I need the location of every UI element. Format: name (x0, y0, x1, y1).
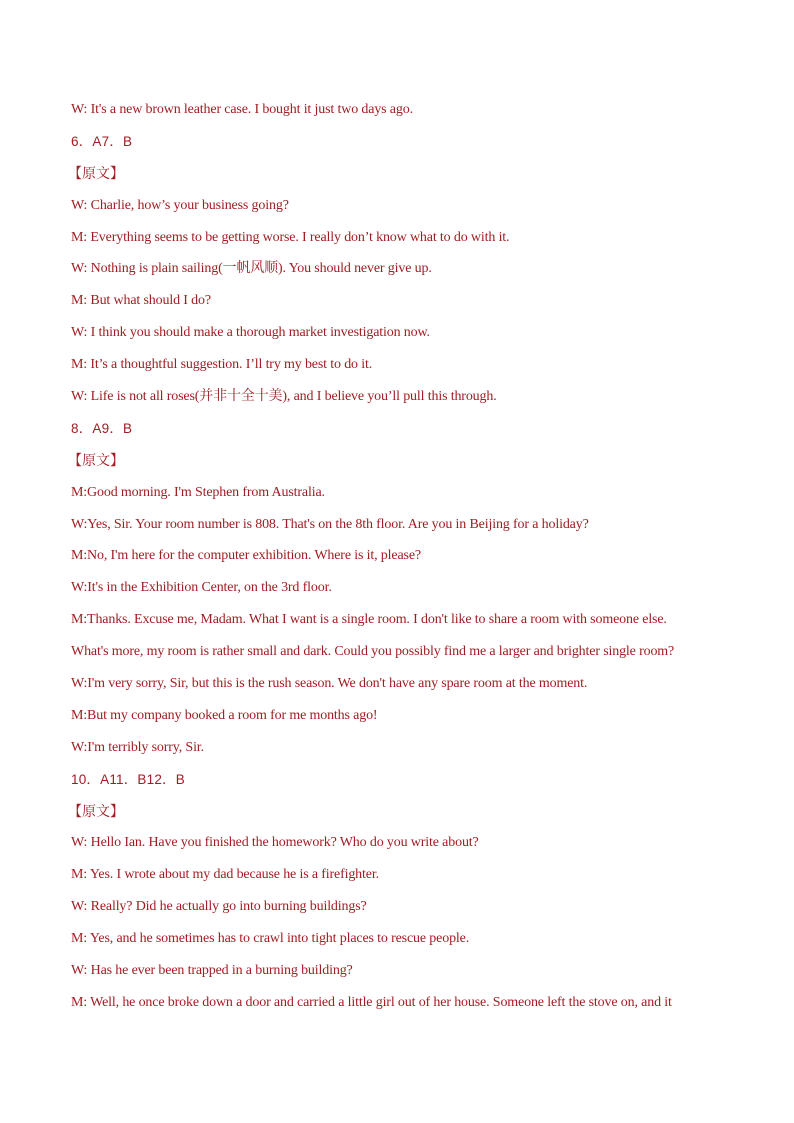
dialogue-line: W:It's in the Exhibition Center, on the 3rd floor. (71, 580, 332, 596)
dialogue-line: M: Yes, and he sometimes has to crawl into tight places to rescue people. (71, 931, 470, 947)
dialogue-line: M:Good morning. I'm Stephen from Australia. (71, 484, 325, 500)
section-heading: 【原文】 (68, 452, 124, 469)
dialogue-line: W:Yes, Sir. Your room number is 808. That's on the 8th floor. Are you in Beijing for a holiday? (71, 516, 589, 532)
dialogue-line: M: Everything seems to be getting worse. I really don’t know what to do with it. (71, 229, 510, 245)
dialogue-line: W: Charlie, how’s your business going? (71, 197, 289, 213)
dialogue-line: M:No, I'm here for the computer exhibition. Where is it, please? (71, 548, 421, 564)
answer-key: 6．A7．B (71, 133, 133, 149)
dialogue-line: W:I'm terribly sorry, Sir. (71, 739, 204, 755)
dialogue-line: M: It’s a thoughtful suggestion. I’ll try my best to do it. (71, 357, 373, 373)
dialogue-line: W: Nothing is plain sailing(一帆风顺). You should never give up. (71, 261, 432, 277)
dialogue-line: M:Thanks. Excuse me, Madam. What I want is a single room. I don't like to share a room with someone else. (71, 612, 667, 628)
dialogue-line: W: Has he ever been trapped in a burning building? (71, 963, 353, 979)
dialogue-line: W:I'm very sorry, Sir, but this is the rush season. We don't have any spare room at the moment. (71, 676, 588, 692)
dialogue-line: What's more, my room is rather small and dark. Could you possibly find me a larger and brighter single room? (71, 644, 675, 660)
dialogue-line: W: It's a new brown leather case. I bought it just two days ago. (71, 102, 413, 117)
dialogue-line: W: Really? Did he actually go into burning buildings? (71, 899, 367, 915)
dialogue-line: M:But my company booked a room for me months ago! (71, 707, 378, 723)
dialogue-line: M: But what should I do? (71, 293, 211, 309)
answer-key: 8．A9．B (71, 420, 133, 436)
dialogue-line: M: Well, he once broke down a door and carried a little girl out of her house. Someone left the stove on, and it (71, 994, 672, 1010)
transcript-lines (68, 98, 711, 1023)
dialogue-line: W: Life is not all roses(并非十全十美), and I believe you’ll pull this through. (71, 389, 497, 405)
section-heading: 【原文】 (68, 165, 124, 182)
section-heading: 【原文】 (68, 803, 124, 820)
answer-key: 10．A11．B12．B (71, 771, 185, 787)
dialogue-line: W: I think you should make a thorough market investigation now. (71, 325, 430, 341)
dialogue-line: M: Yes. I wrote about my dad because he is a firefighter. (71, 867, 379, 883)
dialogue-line: W: Hello Ian. Have you finished the homework? Who do you write about? (71, 835, 479, 851)
